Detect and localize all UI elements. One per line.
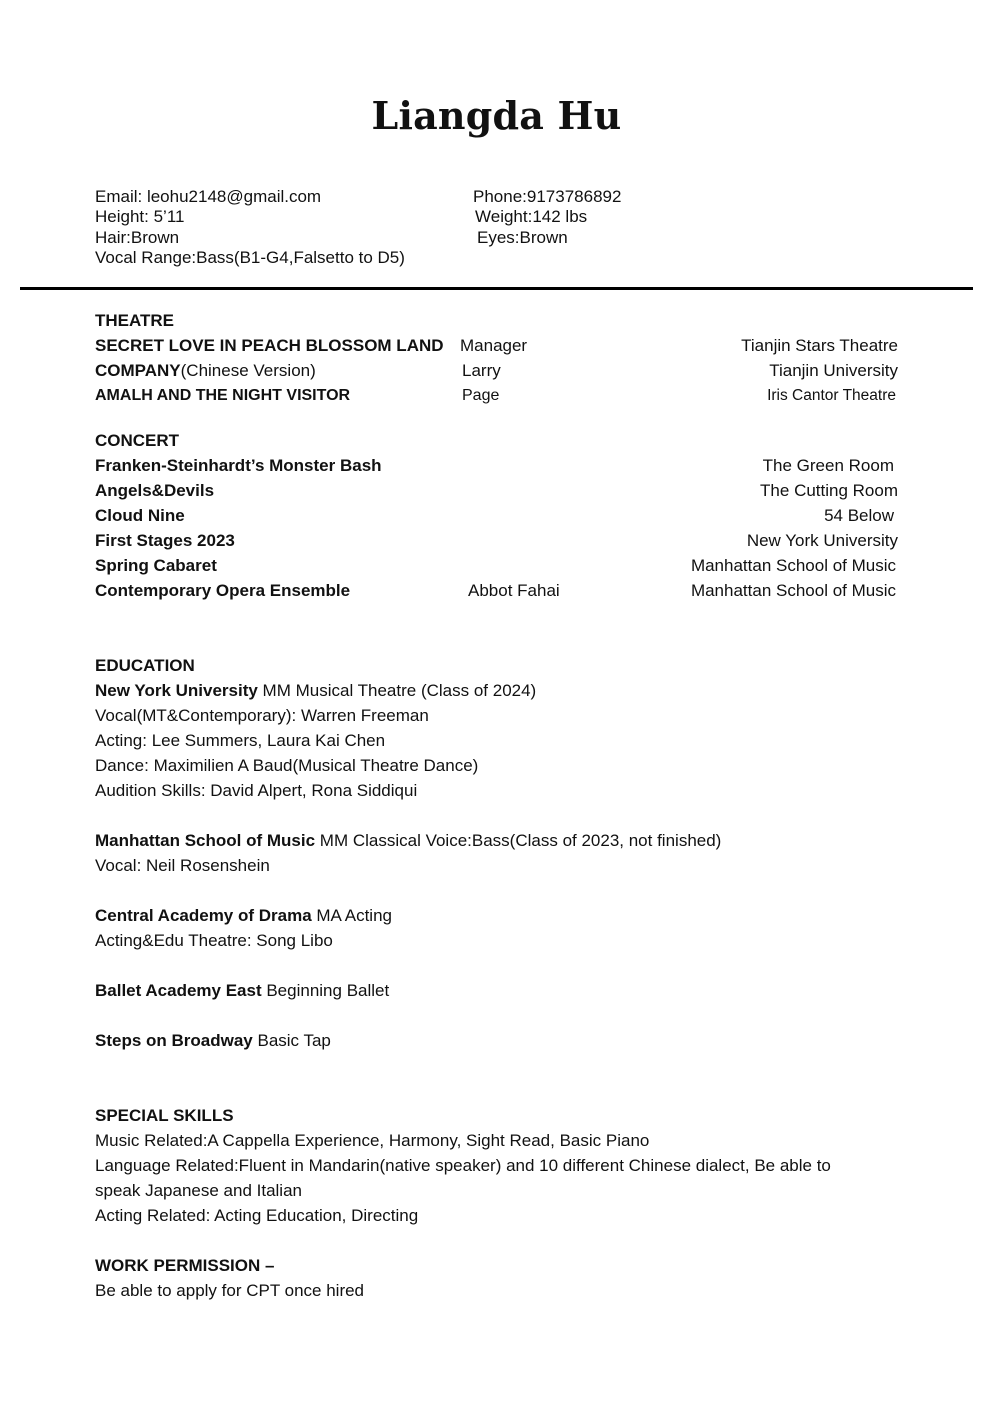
teacher-line: Dance: Maximilien A Baud(Musical Theatre Dance)	[95, 756, 479, 775]
credit-title: Spring Cabaret	[95, 556, 217, 575]
skill-line: Language Related:Fluent in Mandarin(native speaker) and 10 different Chinese dialect, Be able to	[95, 1156, 831, 1175]
degree: Beginning Ballet	[261, 981, 390, 1000]
skill-line: Acting Related: Acting Education, Directing	[95, 1206, 419, 1225]
education-entry	[95, 903, 900, 928]
school-name: New York University	[95, 681, 258, 700]
theatre-heading: THEATRE	[95, 311, 175, 330]
skill-line: Music Related:A Cappella Experience, Harmony, Sight Read, Basic Piano	[95, 1131, 650, 1150]
vocal-range: Vocal Range:Bass(B1-G4,Falsetto to D5)	[95, 247, 405, 267]
teacher-line: Acting: Lee Summers, Laura Kai Chen	[95, 731, 386, 750]
credit-venue: Iris Cantor Theatre	[767, 387, 896, 404]
education-entry	[95, 828, 900, 853]
skill-line: speak Japanese and Italian	[95, 1181, 302, 1200]
credit-venue: The Cutting Room	[760, 481, 898, 500]
credit-title: Franken-Steinhardt’s Monster Bash	[95, 456, 382, 475]
school-name: Steps on Broadway	[95, 1031, 253, 1050]
work-permission-heading: WORK PERMISSION –	[95, 1256, 275, 1275]
credit-role: Page	[462, 387, 500, 404]
contact-left	[95, 187, 405, 268]
concert-row	[95, 453, 900, 478]
hair: Hair:Brown	[95, 227, 180, 247]
concert-row	[95, 578, 900, 603]
credit-venue: Tianjin University	[769, 361, 898, 380]
header-divider	[20, 287, 973, 290]
credit-venue: 54 Below	[824, 506, 894, 525]
credit-title: COMPANY	[95, 361, 181, 380]
credit-title: SECRET LOVE IN PEACH BLOSSOM LAND	[95, 336, 444, 355]
work-permission-text: Be able to apply for CPT once hired	[95, 1281, 365, 1300]
school-name: Manhattan School of Music	[95, 831, 316, 850]
degree: Basic Tap	[252, 1031, 331, 1050]
credit-venue: New York University	[746, 531, 898, 550]
concert-heading: CONCERT	[95, 431, 180, 450]
credit-role: Larry	[462, 361, 501, 380]
concert-row	[95, 553, 900, 578]
email: Email: leohu2148@gmail.com	[95, 187, 322, 206]
education-section	[95, 653, 900, 1053]
credit-title-suffix: (Chinese Version)	[180, 361, 316, 380]
credit-title: Angels&Devils	[95, 481, 215, 500]
contact-right	[473, 187, 621, 248]
concert-section	[95, 428, 900, 603]
theatre-row	[95, 358, 900, 383]
credit-title: First Stages 2023	[95, 531, 235, 550]
degree: MM Musical Theatre (Class of 2024)	[257, 681, 537, 700]
credit-venue: Tianjin Stars Theatre	[741, 336, 898, 355]
education-heading: EDUCATION	[95, 656, 195, 675]
school-name: Ballet Academy East	[95, 981, 262, 1000]
concert-row	[95, 478, 900, 503]
teacher-line: Vocal: Neil Rosenshein	[95, 856, 270, 875]
phone: Phone:9173786892	[473, 187, 622, 206]
education-entry	[95, 978, 900, 1003]
teacher-line: Vocal(MT&Contemporary): Warren Freeman	[95, 706, 429, 725]
degree: MA Acting	[311, 906, 392, 925]
credit-title: Contemporary Opera Ensemble	[95, 581, 351, 600]
weight: Weight:142 lbs	[475, 207, 588, 227]
skills-heading: SPECIAL SKILLS	[95, 1106, 234, 1125]
theatre-section	[95, 308, 900, 408]
credit-role: Abbot Fahai	[468, 581, 560, 600]
education-entry	[95, 678, 900, 703]
education-entry	[95, 1028, 900, 1053]
theatre-row	[95, 333, 900, 358]
eyes: Eyes:Brown	[477, 227, 568, 247]
height: Height: 5’11	[95, 207, 185, 227]
school-name: Central Academy of Drama	[95, 906, 312, 925]
teacher-line: Acting&Edu Theatre: Song Libo	[95, 931, 333, 950]
credit-title: AMALH AND THE NIGHT VISITOR	[95, 387, 351, 404]
credit-venue: The Green Room	[762, 456, 894, 475]
concert-row	[95, 528, 900, 553]
skills-section	[95, 1103, 900, 1303]
concert-row	[95, 503, 900, 528]
credit-venue: Manhattan School of Music	[690, 556, 896, 575]
theatre-row	[95, 383, 900, 408]
resume-name: Liangda Hu	[371, 93, 622, 138]
degree: MM Classical Voice:Bass(Class of 2023, not finished)	[315, 831, 722, 850]
credit-title: Cloud Nine	[95, 506, 185, 525]
credit-role: Manager	[460, 336, 528, 355]
credit-venue: Manhattan School of Music	[690, 581, 896, 600]
teacher-line: Audition Skills: David Alpert, Rona Siddiqui	[95, 781, 418, 800]
